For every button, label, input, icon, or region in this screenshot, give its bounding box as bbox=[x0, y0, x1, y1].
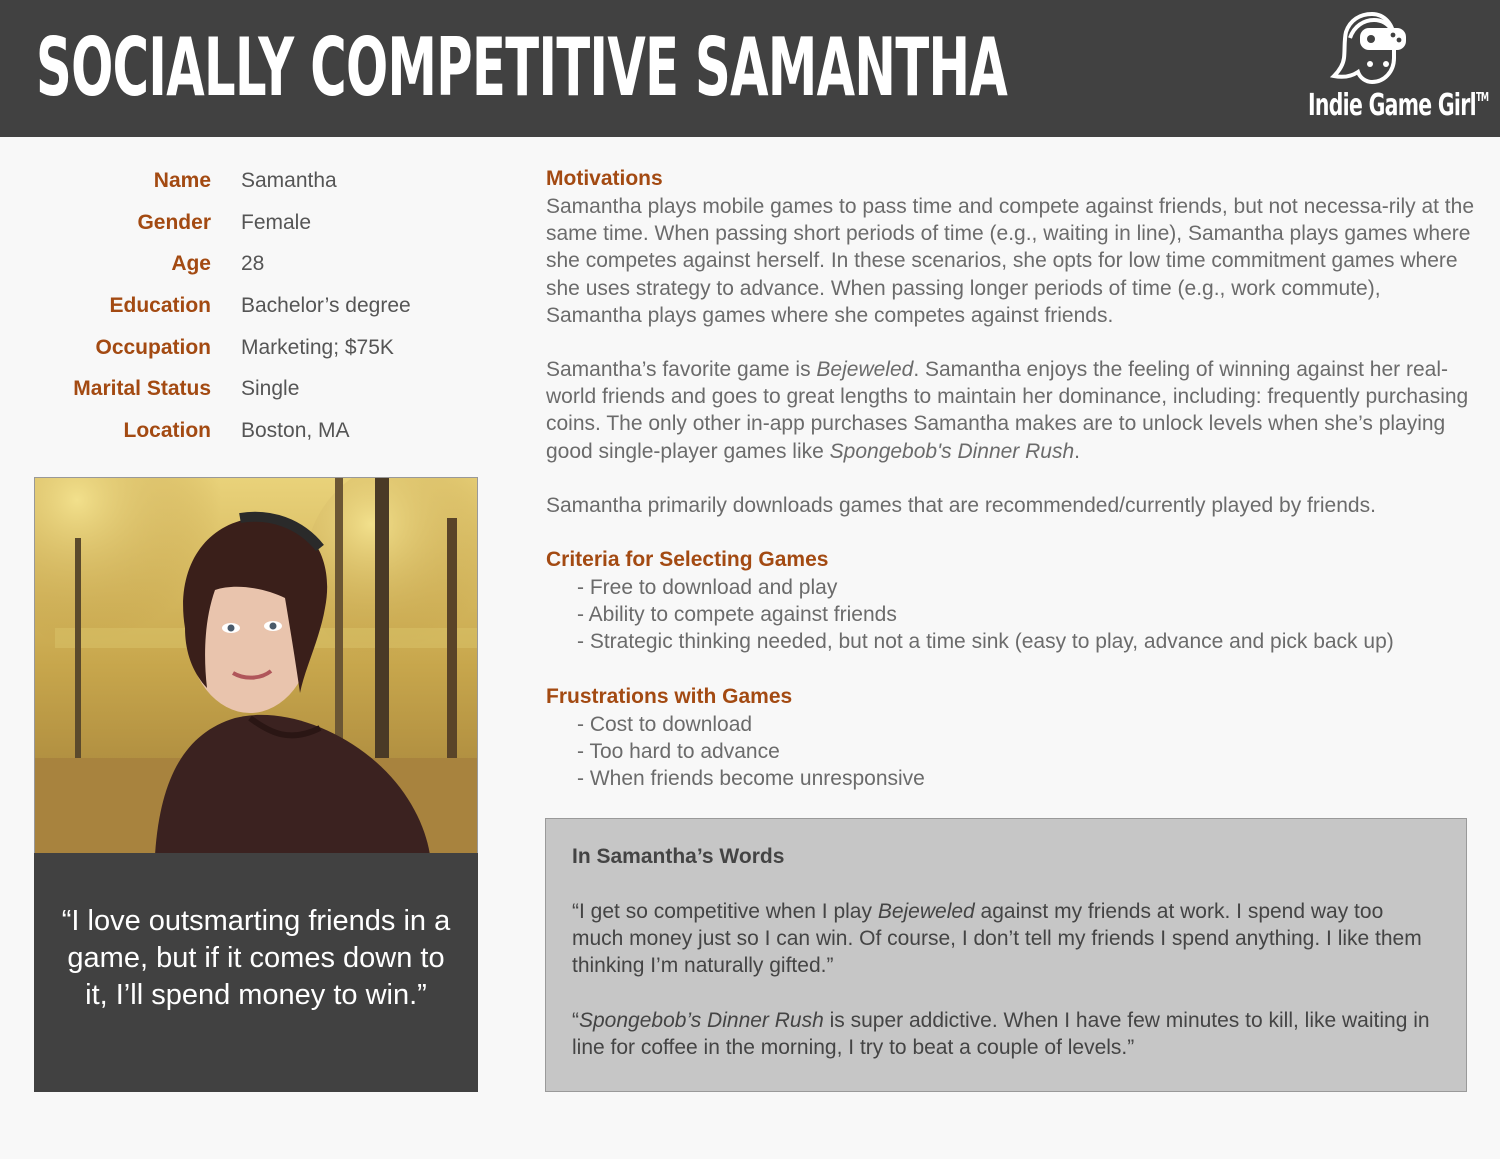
fact-row-name bbox=[40, 160, 460, 202]
text-span: . bbox=[1074, 439, 1081, 463]
list-item: - Too hard to advance bbox=[577, 739, 780, 763]
fact-label: Occupation bbox=[95, 335, 211, 359]
words-title: In Samantha’s Words bbox=[572, 845, 785, 868]
words-quote-2 bbox=[572, 1007, 1440, 1061]
persona-quote bbox=[34, 853, 478, 1092]
in-their-words-box bbox=[545, 818, 1467, 1092]
motivations-paragraph-2 bbox=[546, 356, 1476, 465]
list-item: - Ability to compete against friends bbox=[577, 603, 897, 627]
fact-label: Age bbox=[171, 252, 211, 276]
motivations-title: Motivations bbox=[546, 167, 663, 190]
list-item: - Free to download and play bbox=[577, 576, 838, 600]
fact-value: Samantha bbox=[241, 168, 337, 192]
fact-value: Female bbox=[241, 210, 312, 234]
text-span: “ bbox=[572, 1008, 579, 1032]
persona-photo bbox=[34, 477, 478, 854]
frustrations-title: Frustrations with Games bbox=[546, 684, 793, 708]
motivations-paragraph-1: Samantha plays mobile games to pass time and compete against friends, but not necessa-rily at the same time. When passing short periods of time (e.g., waiting in line), Samantha plays games where she competes against herself. In these scenarios, she opts for low time commitment games where she uses strategy to advance. When passing longer periods of time (e.g., work commute), Samantha plays games where she competes against friends. bbox=[546, 195, 1474, 327]
list-item: - Cost to download bbox=[577, 712, 753, 736]
fact-label: Name bbox=[153, 168, 211, 192]
criteria-title: Criteria for Selecting Games bbox=[546, 548, 829, 572]
frustrations-list bbox=[546, 711, 1476, 793]
text-span: against my friends at work. I spend way too much money just so I can win. Of course, I don’t tell my friends I spend anything. I like them thinking I’m naturally gifted.” bbox=[572, 900, 1422, 978]
persona-photo-illustration bbox=[35, 478, 478, 854]
page-title: SOCIALLY COMPETITIVE SAMANTHA bbox=[36, 21, 1008, 114]
text-span: is super addictive. When I have few minutes to kill, like waiting in line for coffee in the morning, I try to beat a couple of levels.” bbox=[572, 1008, 1430, 1059]
fact-value: Bachelor’s degree bbox=[241, 293, 411, 317]
quote-text: “I love outsmarting friends in a game, but if it comes down to it, I’ll spend money to win.” bbox=[61, 905, 451, 1011]
logo-text: Indie Game Girl bbox=[1308, 88, 1476, 123]
game-title: Spongebob's Dinner Rush bbox=[829, 439, 1075, 463]
text-span: “I get so competitive when I play bbox=[572, 900, 878, 923]
words-quote-1 bbox=[572, 898, 1440, 980]
fact-row-education bbox=[40, 285, 460, 327]
fact-label: Marital Status bbox=[73, 377, 211, 401]
fact-value: 28 bbox=[241, 252, 265, 276]
fact-label: Gender bbox=[137, 210, 211, 234]
fact-label: Location bbox=[123, 418, 211, 442]
list-item: - When friends become unresponsive bbox=[577, 767, 925, 791]
gamer-girl-icon bbox=[1330, 10, 1414, 86]
fact-row-age bbox=[40, 243, 460, 285]
fact-value: Marketing; $75K bbox=[241, 335, 394, 359]
trademark-mark: TM bbox=[1475, 90, 1489, 104]
fact-value: Single bbox=[241, 377, 300, 401]
fact-row-gender bbox=[40, 202, 460, 244]
logo-wordmark bbox=[1308, 88, 1488, 123]
criteria-list bbox=[546, 574, 1476, 656]
motivations-paragraph-3: Samantha primarily downloads games that are recommended/currently played by friends. bbox=[546, 493, 1376, 517]
text-span: Samantha’s favorite game is bbox=[546, 358, 817, 382]
fact-value: Boston, MA bbox=[241, 418, 350, 442]
game-title: Bejeweled bbox=[816, 358, 914, 382]
fact-row-location bbox=[40, 410, 460, 452]
fact-row-occupation bbox=[40, 327, 460, 369]
fact-row-marital-status bbox=[40, 368, 460, 410]
game-title: Spongebob’s Dinner Rush bbox=[579, 1008, 824, 1032]
fact-label: Education bbox=[109, 293, 211, 317]
persona-details bbox=[546, 165, 1476, 792]
text-span: . Samantha enjoys the feeling of winning against her real-world friends and goes to great lengths to maintain her dominance, including: frequently purchasing coins. The only other in-app purchases Samantha makes are to unlock levels when she’s playing good single-player games like bbox=[546, 358, 1469, 463]
game-title: Bejeweled bbox=[877, 900, 975, 923]
indie-game-girl-logo bbox=[1300, 10, 1489, 128]
persona-facts bbox=[40, 160, 460, 452]
page-header bbox=[0, 0, 1500, 137]
list-item: - Strategic thinking needed, but not a time sink (easy to play, advance and pick back up) bbox=[577, 630, 1394, 654]
